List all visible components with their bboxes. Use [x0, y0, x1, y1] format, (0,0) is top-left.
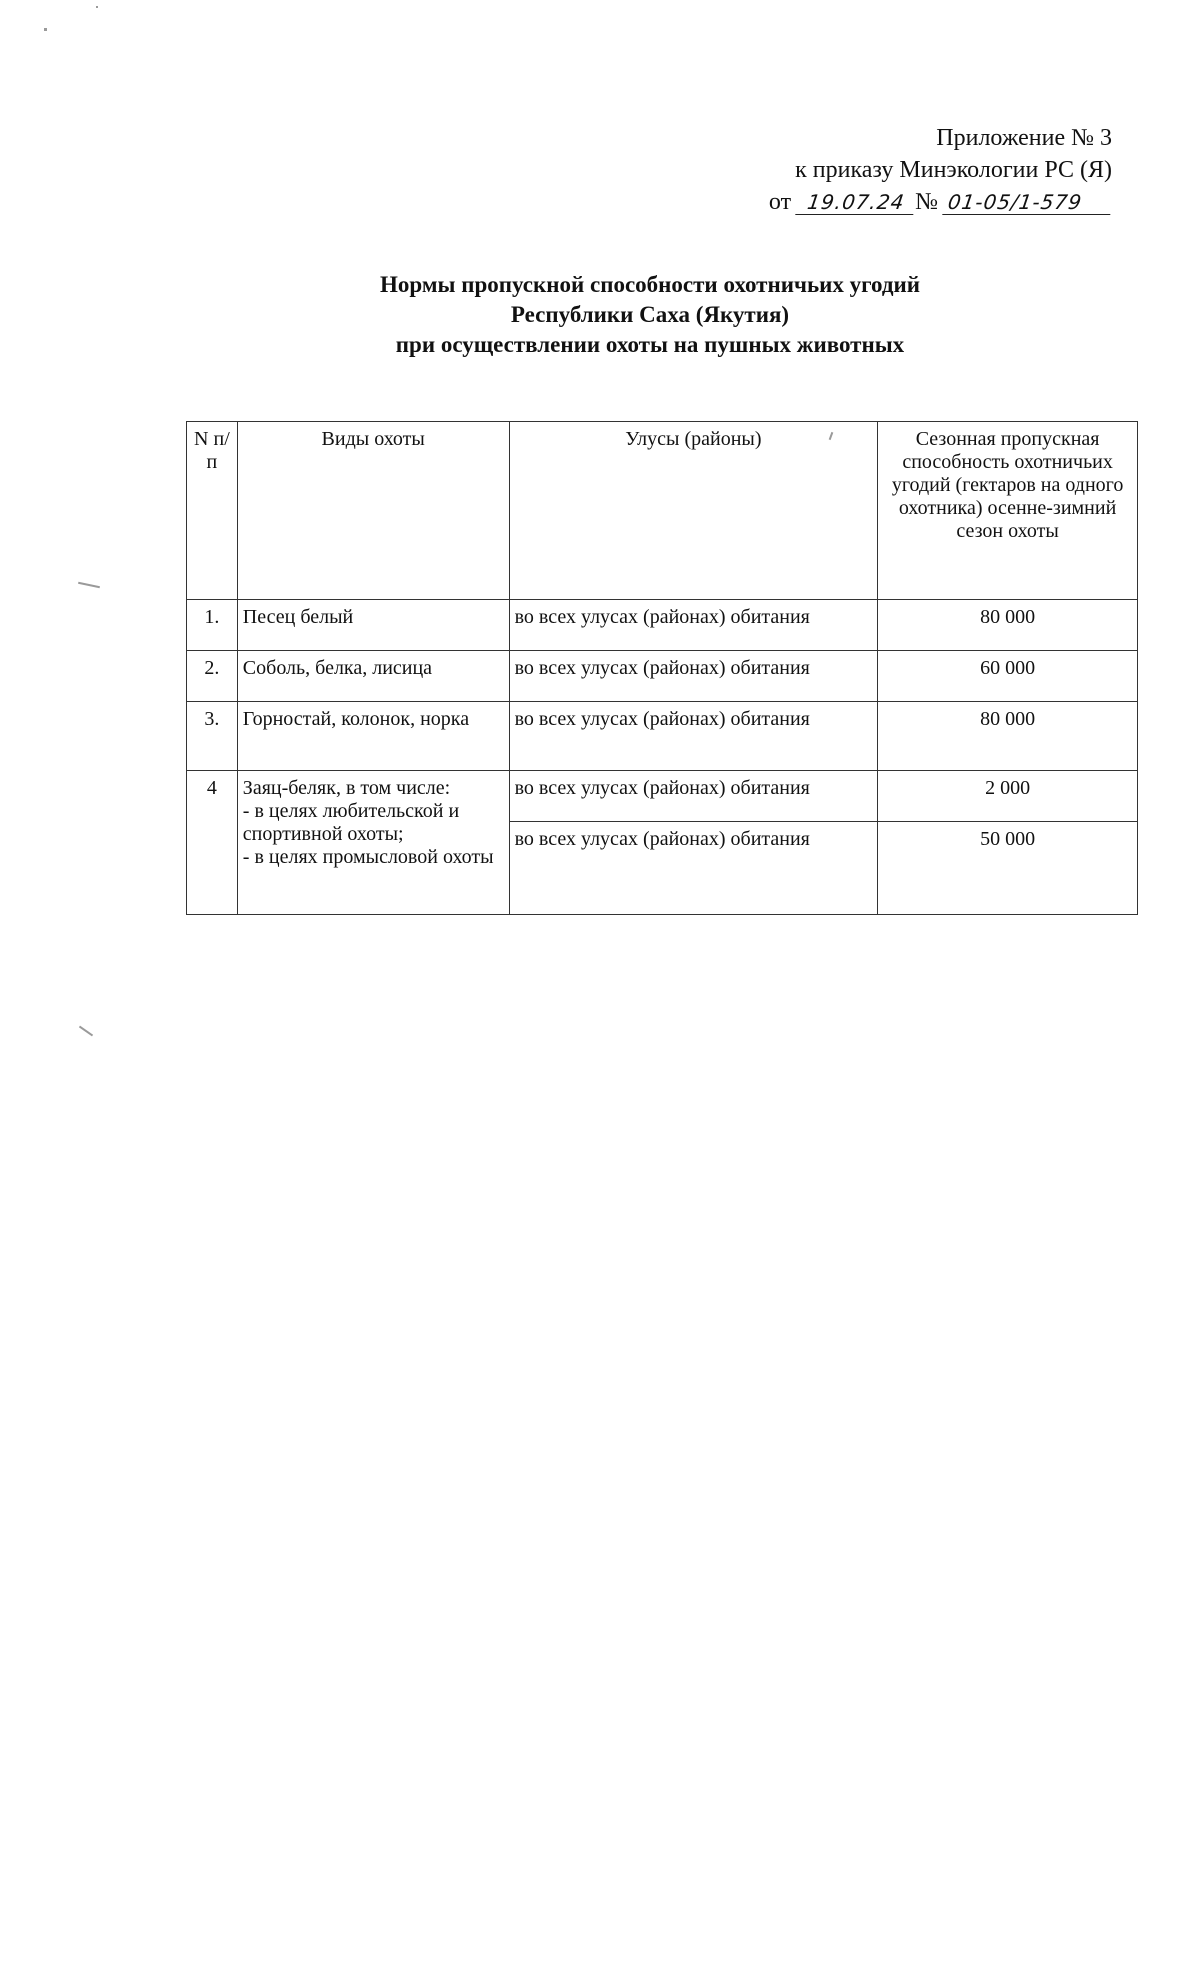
cell-area: во всех улусах (районах) обитания	[509, 600, 878, 651]
title-line-2: Республики Саха (Якутия)	[510, 302, 790, 327]
date-prefix: от	[768, 189, 792, 215]
cell-capacity: 60 000	[878, 651, 1138, 702]
cell-kind: Соболь, белка, лисица	[237, 651, 509, 702]
appendix-header	[592, 122, 1112, 218]
cell-num: 4	[187, 771, 238, 915]
order-date-number-line	[592, 186, 1112, 218]
cell-kind: Песец белый	[237, 600, 509, 651]
header-kind: Виды охоты	[237, 422, 509, 600]
handwritten-order-number: 01-05/1-579	[942, 190, 1114, 215]
header-capacity: Сезонная пропускная способность охотничьих угодий (гектаров на одного охотника) осенне-зимний сезон охоты	[878, 422, 1138, 600]
cell-area: во всех улусах (районах) обитания	[509, 822, 878, 915]
kind-sub-commercial: - в целях промысловой охоты	[242, 846, 494, 868]
table-row	[187, 651, 1138, 702]
kind-sub-amateur: - в целях любительской и спортивной охоты;	[242, 800, 460, 845]
scan-speck	[96, 6, 98, 8]
number-prefix: №	[915, 189, 938, 215]
cell-area: во всех улусах (районах) обитания	[509, 771, 878, 822]
handwritten-date: 19.07.24	[795, 190, 917, 215]
cell-area: во всех улусах (районах) обитания	[509, 702, 878, 771]
norms-table	[186, 421, 1138, 915]
cell-capacity: 2 000	[878, 771, 1138, 822]
scan-speck	[79, 1026, 93, 1037]
table-row	[187, 702, 1138, 771]
cell-num: 2.	[187, 651, 238, 702]
table-header-row	[187, 422, 1138, 600]
order-line: к приказу Минэкологии РС (Я)	[795, 157, 1112, 183]
header-num: N п/п	[187, 422, 238, 600]
scan-speck	[78, 582, 100, 589]
cell-capacity: 80 000	[878, 702, 1138, 771]
table-row	[187, 600, 1138, 651]
cell-kind	[237, 771, 509, 915]
document-title	[0, 270, 1200, 360]
cell-capacity: 50 000	[878, 822, 1138, 915]
cell-num: 3.	[187, 702, 238, 771]
kind-main: Заяц-беляк, в том числе:	[242, 777, 451, 799]
appendix-line: Приложение № 3	[936, 125, 1112, 151]
scan-speck	[44, 28, 47, 31]
cell-kind: Горностай, колонок, норка	[237, 702, 509, 771]
cell-num: 1.	[187, 600, 238, 651]
cell-capacity: 80 000	[878, 600, 1138, 651]
title-line-3: при осуществлении охоты на пушных животных	[395, 332, 905, 357]
table-row	[187, 771, 1138, 822]
title-line-1: Нормы пропускной способности охотничьих угодий	[380, 272, 920, 297]
header-area: Улусы (районы)	[509, 422, 878, 600]
cell-area: во всех улусах (районах) обитания	[509, 651, 878, 702]
